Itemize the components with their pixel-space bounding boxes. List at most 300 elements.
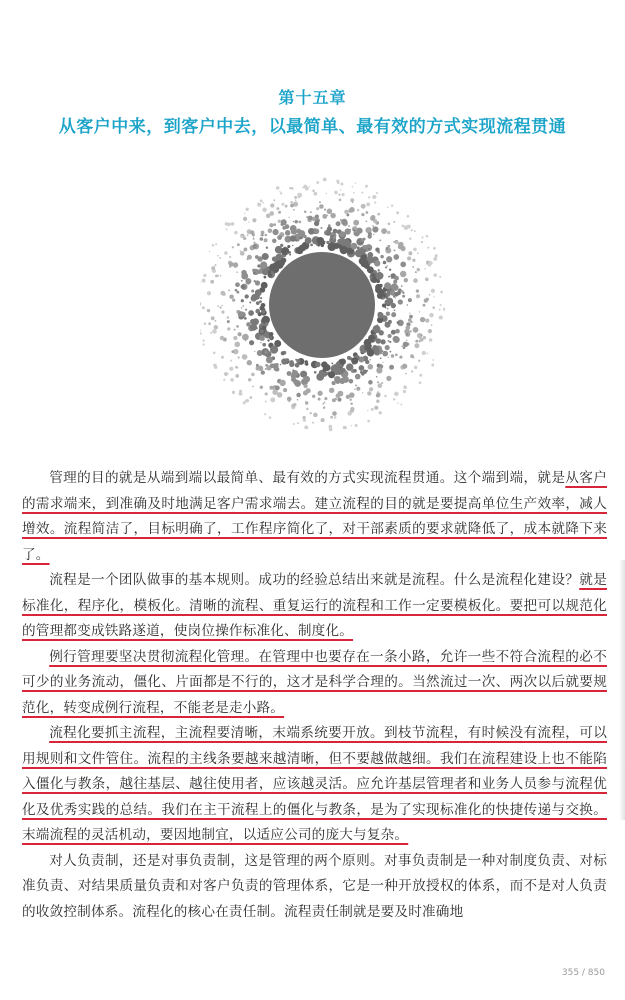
sphere-dot (366, 202, 370, 206)
highlighted-text: 例行管理要坚决贯彻流程化管理。在管理中也要存在一条小路，允许一些不符合流程的必不可少的业务流动，僵化、片面都是不行的，这才是科学合理的。当然流过一次、两次以后就要规范化，转变成例行流程，不能老是走小路。 (22, 648, 607, 716)
sphere-dot (229, 266, 231, 268)
sphere-dot (401, 290, 404, 293)
sphere-dot (332, 381, 336, 385)
sphere-dot (330, 416, 333, 419)
sphere-dot (251, 289, 254, 292)
sphere-dot (362, 245, 366, 249)
sphere-dot (373, 234, 374, 235)
sphere-dot (393, 254, 399, 260)
sphere-dot (361, 192, 363, 194)
sphere-dot (377, 383, 382, 388)
paragraph (22, 849, 607, 926)
sphere-dot (238, 356, 240, 358)
dotted-sphere-illustration (200, 160, 445, 450)
sphere-dot (265, 401, 267, 403)
sphere-dot (262, 208, 267, 213)
sphere-dot (290, 201, 292, 203)
sphere-dot (388, 357, 389, 358)
sphere-dot (261, 234, 263, 236)
sphere-dot (312, 422, 314, 424)
sphere-dot (433, 257, 437, 261)
sphere-dot (242, 354, 248, 360)
sphere-dot (260, 237, 264, 241)
sphere-dot (200, 332, 202, 334)
sphere-dot (231, 222, 235, 226)
sphere-dot (324, 397, 327, 400)
sphere-dot (211, 316, 215, 320)
sphere-dot (235, 289, 238, 292)
sphere-dot (217, 255, 219, 257)
sphere-dot (290, 226, 295, 231)
sphere-dot (423, 336, 426, 339)
sphere-dot (248, 310, 254, 316)
sphere-dot (380, 357, 382, 359)
sphere-dot (366, 211, 369, 214)
sphere-dot (336, 180, 339, 183)
sphere-dot (219, 257, 221, 259)
sphere-dot (419, 311, 420, 312)
sphere-dot (280, 244, 283, 247)
sphere-dot (388, 376, 390, 378)
sphere-dot (374, 202, 376, 204)
sphere-dot (314, 192, 318, 196)
sphere-dot (332, 364, 340, 372)
sphere-dot (367, 266, 374, 273)
sphere-dot (282, 226, 286, 230)
sphere-dot (207, 309, 210, 312)
sphere-dot (314, 228, 320, 234)
sphere-dot (245, 340, 246, 341)
sphere-dot (391, 330, 396, 335)
sphere-dot (214, 320, 216, 322)
sphere-dot (298, 220, 301, 223)
sphere-dot (293, 423, 295, 425)
sphere-dot (395, 329, 400, 334)
sphere-dot (284, 246, 286, 248)
sphere-dot (433, 273, 437, 277)
sphere-dot (413, 248, 417, 252)
sphere-dot (266, 214, 271, 219)
sphere-dot (353, 192, 355, 194)
sphere-dot (370, 216, 375, 221)
sphere-dot (213, 352, 216, 355)
sphere-dot (265, 234, 268, 237)
sphere-dot (245, 400, 247, 402)
sphere-dot (245, 278, 251, 284)
sphere-dot (377, 293, 383, 299)
sphere-dot (418, 340, 421, 343)
sphere-dot (210, 280, 214, 284)
sphere-dot (310, 211, 312, 213)
sphere-dot (440, 304, 442, 306)
sphere-dot (406, 333, 409, 336)
sphere-dot (289, 254, 291, 256)
sphere-dot (266, 247, 268, 249)
sphere-dot (313, 413, 318, 418)
sphere-dot (233, 262, 238, 267)
sphere-dot (252, 218, 256, 222)
sphere-dot (292, 245, 293, 246)
sphere-dot (349, 207, 354, 212)
sphere-dot (384, 282, 391, 289)
sphere-dot (387, 265, 388, 266)
sphere-dot (377, 381, 379, 383)
sphere-dot (235, 375, 236, 376)
sphere-dot (351, 357, 358, 364)
paragraph-text: 流程是一个团队做事的基本规则。成功的经验总结出来就是流程。什么是流程化建设？ (49, 572, 580, 588)
sphere-dot (308, 216, 312, 220)
chapter-number: 第十五章 (278, 88, 347, 107)
sphere-dot (355, 385, 357, 387)
sphere-dot (326, 193, 327, 194)
sphere-dot (232, 391, 235, 394)
sphere-dot (221, 356, 224, 359)
sphere-dot (256, 301, 260, 305)
sphere-dot (314, 371, 317, 374)
sphere-dot (393, 280, 397, 284)
sphere-dot (336, 221, 341, 226)
sphere-dot (400, 262, 406, 268)
sphere-dot (327, 209, 332, 214)
sphere-dot (294, 220, 297, 223)
sphere-dot (402, 364, 407, 369)
sphere-dot (395, 297, 396, 298)
sphere-dot (237, 367, 238, 368)
sphere-dot (393, 398, 395, 400)
sphere-dot (393, 336, 399, 342)
sphere-dot (376, 192, 378, 194)
sphere-dot (343, 242, 346, 245)
sphere-dot (340, 219, 342, 221)
sphere-dot (239, 392, 243, 396)
sphere-dot (200, 329, 201, 332)
sphere-dot (354, 389, 355, 390)
sphere-dot (217, 305, 219, 307)
sphere-dot (214, 264, 216, 266)
sphere-dot (372, 226, 378, 232)
sphere-dot (344, 426, 347, 429)
sphere-dot (232, 298, 235, 301)
sphere-dot (422, 351, 426, 355)
sphere-dot (252, 386, 254, 388)
sphere-dot (281, 358, 287, 364)
sphere-dot (384, 395, 387, 398)
sphere-dot (324, 402, 326, 404)
sphere-dot (367, 420, 370, 423)
sphere-dot (203, 343, 205, 345)
sphere-dot (264, 238, 268, 242)
sphere-dot (248, 378, 252, 382)
sphere-dot (368, 234, 372, 238)
sphere-dot (395, 240, 397, 242)
sphere-dot (328, 425, 332, 429)
sphere-dot (421, 241, 423, 243)
sphere-dot (230, 378, 234, 382)
sphere-dot (349, 392, 355, 398)
sphere-dot (400, 403, 402, 405)
sphere-dot (425, 319, 429, 323)
sphere-dot (297, 399, 299, 401)
sphere-dot (285, 205, 288, 208)
sphere-dot (238, 311, 244, 317)
sphere-dot (221, 305, 222, 306)
sphere-dot (355, 424, 358, 427)
sphere-dot (380, 339, 385, 344)
sphere-dot (350, 198, 354, 202)
sphere-dot (368, 196, 370, 198)
sphere-dot (411, 370, 413, 372)
sphere-dot (393, 285, 399, 291)
sphere-dot (260, 297, 262, 299)
sphere-dot (376, 400, 379, 403)
sphere-dot (255, 255, 259, 259)
sphere-dot (203, 340, 205, 342)
sphere-dot (397, 321, 400, 324)
sphere-dot (419, 374, 422, 377)
sphere-dot (440, 291, 443, 294)
sphere-dot (439, 315, 443, 319)
sphere-dot (411, 229, 413, 231)
sphere-dot (432, 359, 434, 361)
sphere-dot (253, 238, 255, 240)
sphere-dot (294, 380, 301, 387)
sphere-dot (398, 299, 403, 304)
sphere-dot (386, 292, 391, 297)
sphere-core (269, 252, 375, 358)
sphere-dot (439, 309, 441, 311)
chapter-body (22, 466, 607, 925)
sphere-dot (391, 312, 396, 317)
sphere-dot (390, 368, 392, 370)
sphere-dot (383, 261, 387, 265)
sphere-dot (357, 246, 360, 249)
sphere-dot (401, 345, 402, 346)
sphere-dot (278, 220, 281, 223)
sphere-dot (339, 198, 342, 201)
sphere-dot (237, 342, 238, 343)
sphere-dot (225, 222, 229, 226)
sphere-dot (376, 338, 382, 344)
sphere-dot (372, 345, 377, 350)
sphere-dot (291, 373, 297, 379)
sphere-dot (426, 235, 428, 237)
sphere-dot (326, 230, 332, 236)
sphere-dot (353, 220, 359, 226)
sphere-dot (391, 278, 392, 279)
sphere-dot (261, 231, 265, 235)
sphere-dot (415, 271, 417, 273)
sphere-dot (316, 237, 324, 245)
sphere-dot (298, 230, 305, 237)
sphere-dot (226, 372, 229, 375)
sphere-dot (202, 306, 205, 309)
chapter-title: 从客户中来，到客户中去，以最简单、最有效的方式实现流程贯通 (58, 117, 567, 137)
sphere-dot (357, 228, 363, 234)
sphere-dot (429, 294, 431, 296)
sphere-dot (319, 201, 321, 203)
sphere-dot (316, 373, 324, 381)
sphere-dot (340, 238, 347, 245)
sphere-dot (204, 322, 207, 325)
sphere-dot (241, 307, 242, 308)
sphere-dot (220, 275, 222, 277)
sphere-dot (407, 215, 410, 218)
sphere-dot (409, 330, 411, 332)
sphere-dot (251, 373, 255, 377)
sphere-dot (410, 354, 414, 358)
sphere-dot (387, 207, 388, 208)
sphere-dot (236, 271, 237, 272)
sphere-dot (393, 249, 395, 251)
sphere-dot (360, 371, 363, 374)
sphere-dot (419, 381, 422, 384)
sphere-dot (366, 370, 368, 372)
sphere-dot (408, 251, 412, 255)
paragraph-text: 对人负责制，还是对事负责制，这是管理的两个原则。对事负责制是一种对制度负责、对标准负责、对结果质量负责和对客户负责的管理体系，它是一种开放授权的体系，而不是对人负责的收敛控制体系。流程化的核心在责任制。流程责任制就是要及时准确地 (22, 852, 607, 920)
sphere-dot (339, 231, 345, 237)
sphere-dot (367, 410, 368, 411)
sphere-dot (297, 422, 299, 424)
sphere-dot (340, 246, 348, 254)
sphere-dot (249, 340, 254, 345)
highlighted-text: 流程化要抓主流程，主流程要清晰，末端系统要开放。到枝节流程，有时候没有流程，可以用规则和文件管住。流程的主线条要越来越清晰，但不要越做越细。我们在流程建设上也不能陷入僵化与教条，越往基层、越往使用者，应该越灵活。应允许基层管理者和业务人员参与流程优化及优秀实践的总结。我们在主干流程上的僵化与教条，是为了实现标准化的快捷传递与交换。末端流程的灵活机动，要因地制宜，以适应公司的庞大与复杂。 (22, 725, 607, 843)
sphere-dot (250, 324, 257, 331)
sphere-dot (403, 390, 406, 393)
sphere-dot (306, 408, 308, 410)
sphere-dot (385, 345, 390, 350)
sphere-dot (303, 419, 305, 421)
sphere-dot (395, 353, 398, 356)
sphere-dot (256, 366, 260, 370)
sphere-dot (341, 193, 344, 196)
sphere-dot (382, 362, 383, 363)
sphere-dot (293, 221, 294, 222)
sphere-dot (338, 194, 340, 196)
paragraph-text: 管理的目的就是从端到端以最简单、最有效的方式实现流程贯通。这个端到端，就是 (49, 470, 566, 486)
sphere-dot (427, 247, 429, 249)
page-number: 355 / 850 (561, 968, 605, 978)
sphere-dot (243, 247, 247, 251)
sphere-dot (431, 364, 434, 367)
sphere-dot (357, 209, 359, 211)
sphere-dot (272, 262, 280, 270)
sphere-dot (288, 217, 289, 218)
sphere-dot (321, 227, 323, 229)
paragraph (22, 645, 607, 722)
sphere-dot (353, 369, 357, 373)
sphere-dot (250, 396, 253, 399)
sphere-dot (253, 242, 255, 244)
sphere-dot (262, 325, 267, 330)
sphere-dot (277, 255, 280, 258)
sphere-dot (290, 235, 297, 242)
sphere-dot (240, 251, 245, 256)
sphere-dot (216, 274, 218, 276)
sphere-dot (382, 351, 388, 357)
sphere-dot (432, 288, 434, 290)
sphere-dot (272, 256, 277, 261)
sphere-dot (352, 186, 354, 188)
sphere-dot (215, 243, 217, 245)
sphere-dot (250, 230, 254, 234)
sphere-dot (273, 199, 275, 201)
sphere-dot (424, 298, 428, 302)
sphere-dot (234, 329, 236, 331)
sphere-dot (247, 360, 252, 365)
sphere-dot (415, 340, 418, 343)
sphere-dot (374, 406, 378, 410)
sphere-dot (268, 270, 271, 273)
sphere-dot (274, 366, 279, 371)
sphere-dot (377, 312, 383, 318)
sphere-dot (381, 228, 387, 234)
sphere-dot (425, 277, 429, 281)
sphere-dot (376, 279, 380, 283)
sphere-dot (387, 231, 390, 234)
sphere-dot (270, 336, 272, 338)
sphere-dot (244, 317, 247, 320)
sphere-dot (365, 185, 368, 188)
sphere-dot (340, 189, 341, 190)
sphere-dot (432, 306, 435, 309)
sphere-dot (212, 329, 217, 334)
sphere-dot (240, 250, 241, 251)
sphere-dot (323, 178, 327, 182)
sphere-dot (420, 334, 422, 336)
sphere-dot (391, 354, 394, 357)
sphere-dot (375, 247, 379, 251)
sphere-dot (227, 327, 230, 330)
sphere-dot (253, 236, 254, 237)
sphere-dot (397, 402, 398, 403)
sphere-dot (366, 221, 368, 223)
sphere-dot (352, 409, 354, 411)
sphere-dot (332, 411, 337, 416)
sphere-dot (409, 237, 411, 239)
sphere-dot (412, 266, 414, 268)
sphere-dot (377, 290, 381, 294)
sphere-dot (237, 291, 240, 294)
sphere-dot (321, 361, 328, 368)
sphere-dot (221, 311, 224, 314)
sphere-dot (255, 323, 256, 324)
sphere-dot (356, 387, 360, 391)
sphere-dot (257, 203, 261, 207)
sphere-dot (247, 234, 249, 236)
sphere-dot (318, 244, 320, 246)
sphere-dot (400, 271, 406, 277)
sphere-dot (246, 208, 249, 211)
sphere-dot (328, 371, 335, 378)
sphere-dot (260, 386, 263, 389)
sphere-dot (289, 360, 294, 365)
sphere-dot (388, 276, 390, 278)
sphere-dot (394, 309, 396, 311)
sphere-dot (270, 363, 275, 368)
sphere-dot (376, 367, 382, 373)
sphere-dot (307, 428, 308, 429)
sphere-dot (331, 363, 333, 365)
sphere-dot (319, 204, 324, 209)
sphere-dot (433, 247, 436, 250)
sphere-dot (243, 217, 247, 221)
sphere-dot (237, 332, 241, 336)
sphere-dot (229, 367, 233, 371)
sphere-dot (231, 350, 234, 353)
sphere-dot (340, 367, 341, 368)
sphere-dot (323, 407, 325, 409)
sphere-dot (334, 191, 338, 195)
